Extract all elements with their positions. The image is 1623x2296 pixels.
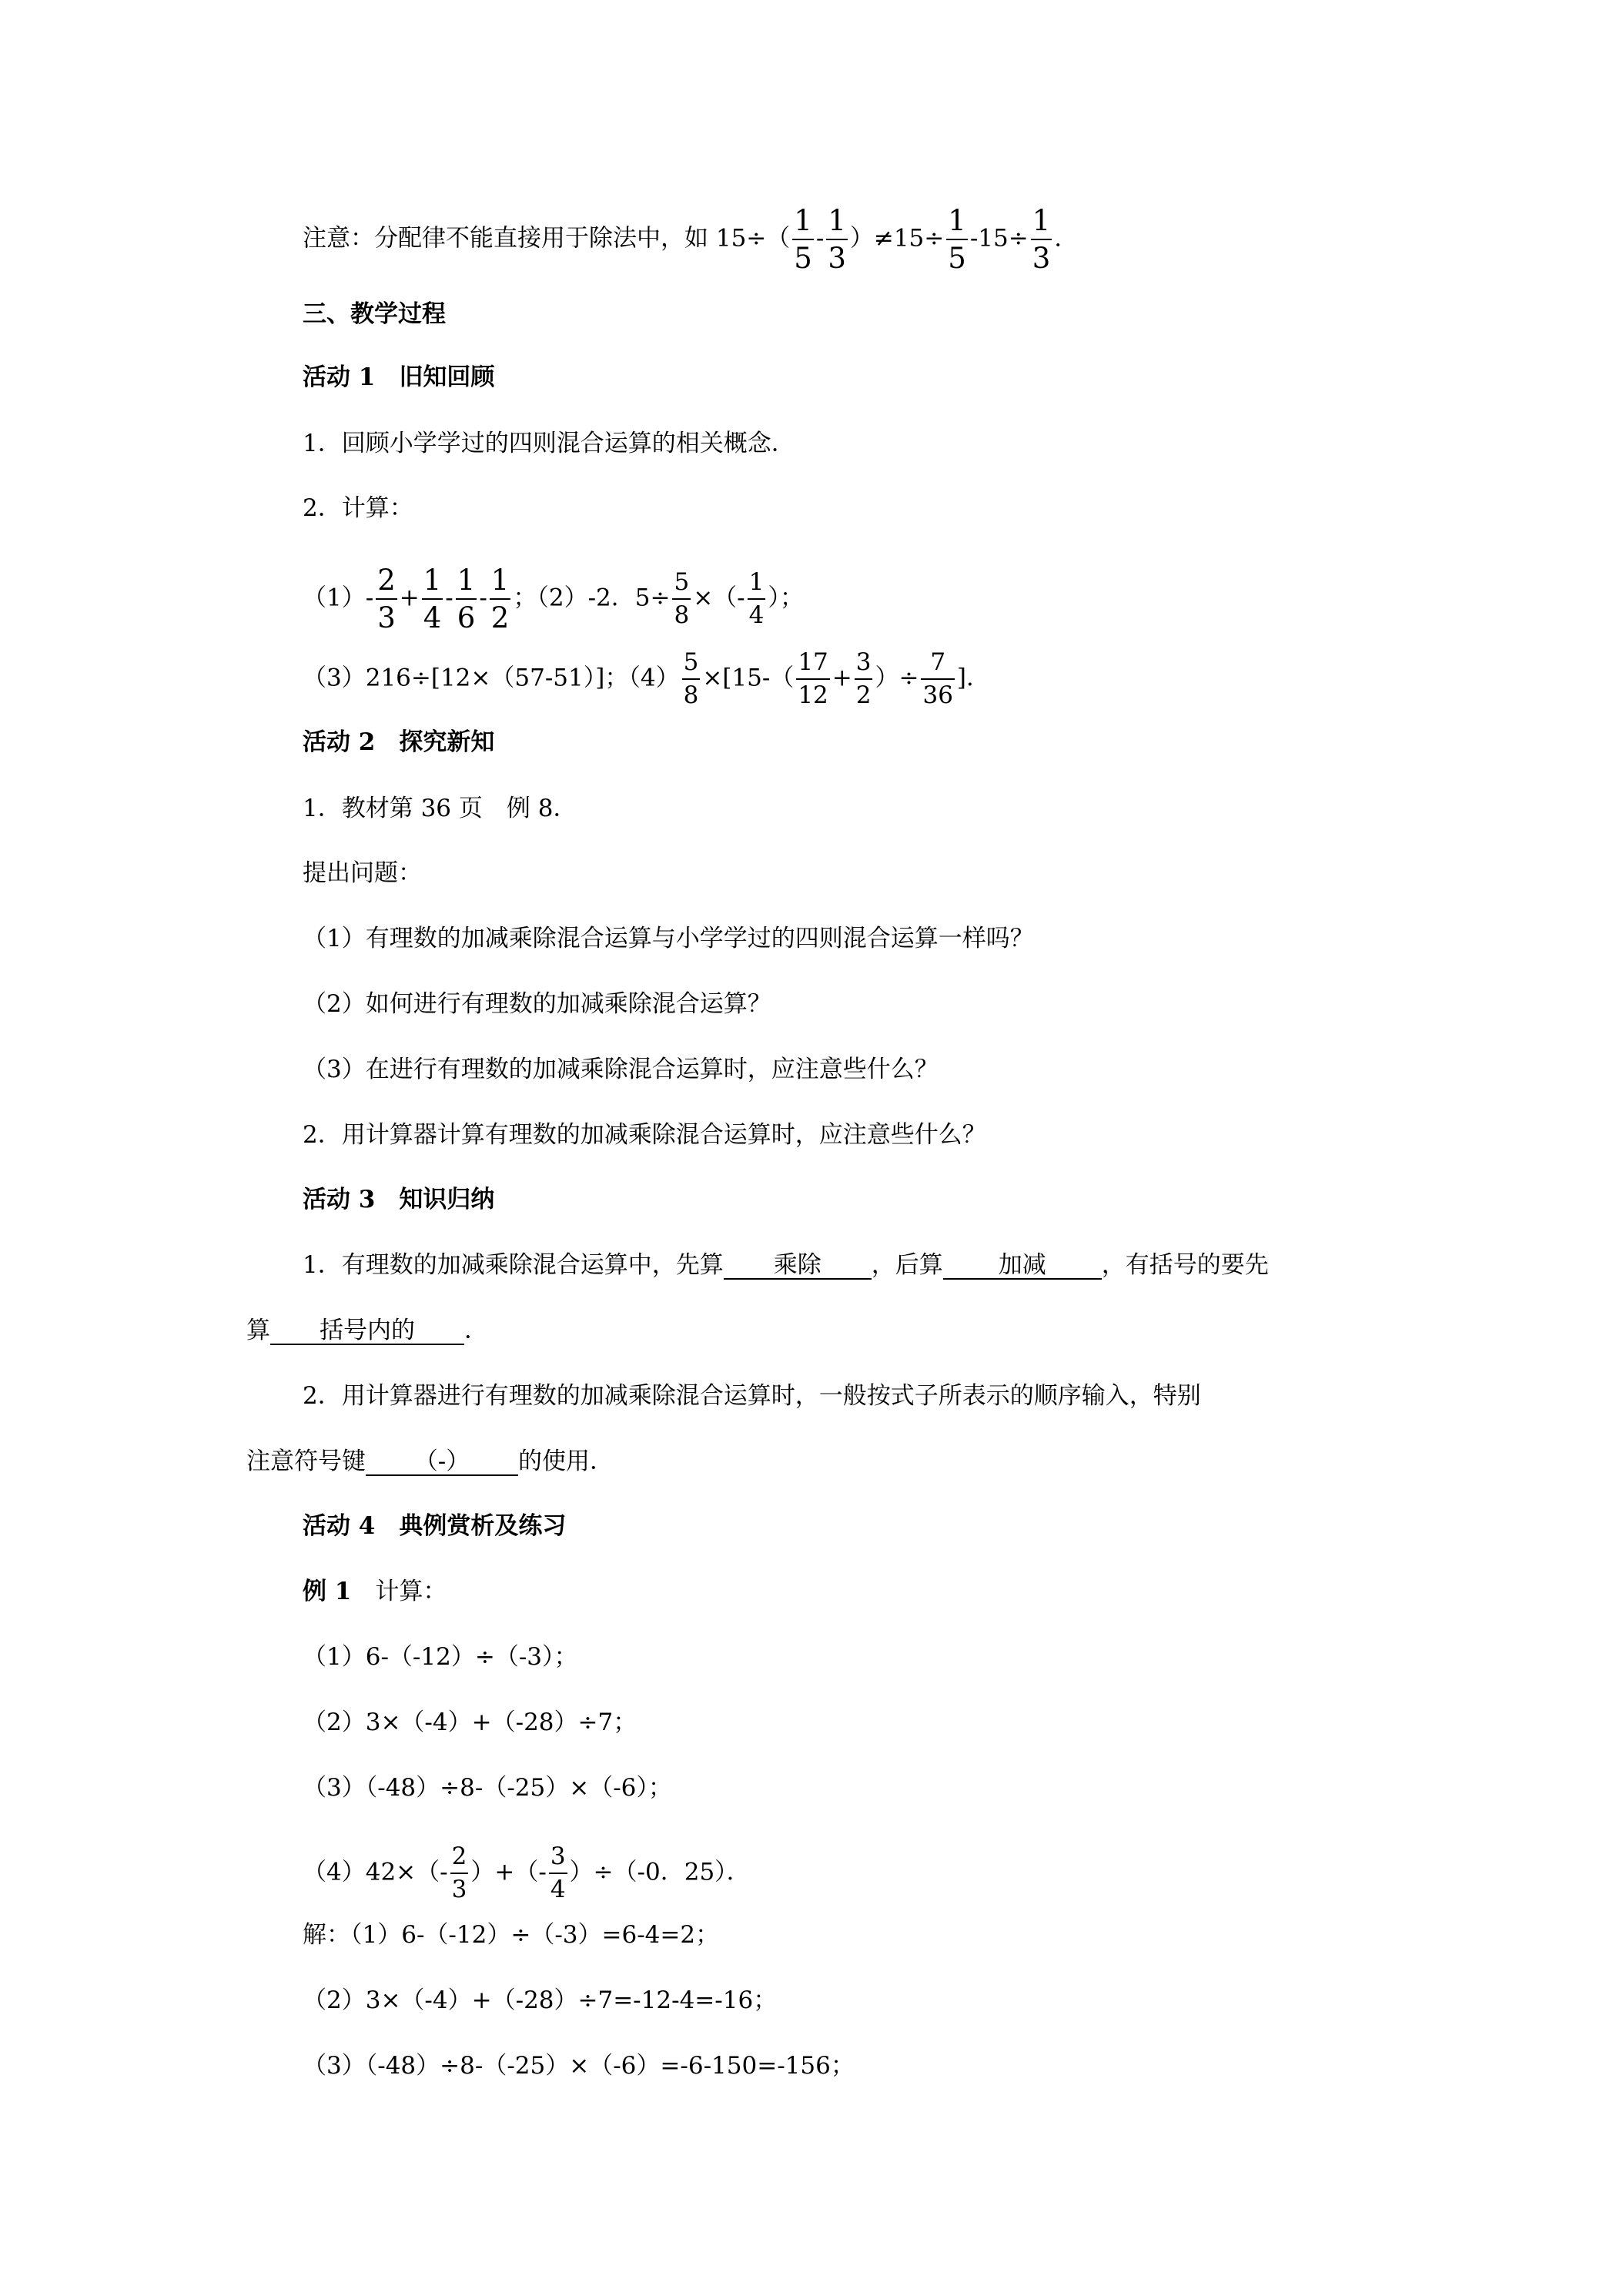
- fraction: $\frac{17}{12}$: [798, 648, 828, 709]
- solution-3: （3）（-48）÷8-（-25）×（-6）=-6-150=-156；: [303, 2052, 855, 2080]
- activity-2-title: 活动 2 探究新知: [303, 728, 495, 756]
- fraction: $\frac{5}{8}$: [674, 568, 690, 629]
- fraction: $\frac{1}{6}$: [457, 564, 476, 634]
- note-line: 注意：分配律不能直接用于除法中，如 15÷（ $\frac{1}{5}$ - $\frac{1}{3}$ ）≠15÷ $\frac{1}{5}$ -15÷ $\frac{1}{3}$ .: [303, 204, 1062, 275]
- exercise-1: （1）6-（-12）÷（-3）；: [303, 1643, 578, 1671]
- activity-4-title: 活动 4 典例赏析及练习: [303, 1512, 567, 1540]
- answer-blank: （-）: [366, 1449, 518, 1476]
- fraction: $\frac{3}{4}$: [550, 1842, 566, 1903]
- fraction: $\frac{1}{4}$: [748, 568, 765, 629]
- questions-title: 提出问题：: [303, 859, 422, 887]
- fraction: $\frac{2}{3}$: [451, 1842, 467, 1903]
- summary-2-cont: 注意符号键 （-） 的使用．: [246, 1448, 614, 1475]
- section-heading: 三、教学过程: [303, 300, 446, 328]
- fraction: $\frac{1}{3}$: [1032, 204, 1051, 275]
- fraction: $\frac{1}{5}$: [948, 204, 966, 275]
- fraction: $\frac{1}{4}$: [423, 564, 442, 634]
- fraction: $\frac{5}{8}$: [683, 648, 699, 709]
- summary-2: 2．用计算器进行有理数的加减乘除混合运算时，一般按式子所表示的顺序输入，特别: [303, 1382, 1201, 1410]
- fraction: $\frac{3}{2}$: [855, 648, 872, 709]
- question-1: （1）有理数的加减乘除混合运算与小学学过的四则混合运算一样吗？: [303, 925, 1034, 952]
- activity-2-item-2: 2．用计算器计算有理数的加减乘除混合运算时，应注意些什么？: [303, 1121, 986, 1149]
- question-2: （2）如何进行有理数的加减乘除混合运算？: [303, 990, 771, 1018]
- activity-1-item-2: 2．计算：: [303, 494, 413, 522]
- activity-3-title: 活动 3 知识归纳: [303, 1186, 495, 1213]
- fraction: $\frac{2}{3}$: [377, 564, 396, 634]
- example-1-heading: 例 1 计算：: [303, 1578, 447, 1605]
- fraction: $\frac{1}{2}$: [490, 564, 510, 634]
- fraction: $\frac{1}{3}$: [828, 204, 846, 275]
- exercise-3: （3）（-48）÷8-（-25）×（-6）；: [303, 1774, 672, 1802]
- answer-blank: 乘除: [724, 1253, 872, 1280]
- note-prefix: 注意：分配律不能直接用于除法中，如 15÷（: [303, 224, 791, 253]
- activity-2-item-1: 1．教材第 36 页 例 8．: [303, 795, 577, 822]
- exercise-4: （4）42×（- $\frac{2}{3}$ ）+（- $\frac{3}{4}$ ）÷（-0．25）．: [303, 1842, 751, 1903]
- answer-blank: 加减: [943, 1253, 1102, 1280]
- fraction: $\frac{7}{36}$: [922, 648, 953, 709]
- summary-1: 1．有理数的加减乘除混合运算中，先算 乘除 ，后算 加减 ，有括号的要先: [303, 1251, 1269, 1279]
- equation-line-1: （1）- $\frac{2}{3}$ + $\frac{1}{4}$ - $\frac{1}{6}$ - $\frac{1}{2}$ ；（2）-2．5÷ $\frac{5}{8}$ ×（- $\frac{1}{4}$ ）；: [303, 564, 804, 634]
- summary-1-cont: 算 括号内的 ．: [246, 1317, 488, 1344]
- activity-1-title: 活动 1 旧知回顾: [303, 363, 495, 391]
- equation-line-2: （3）216÷[12×（57-51）]；（4） $\frac{5}{8}$ ×[15-（ $\frac{17}{12}$ + $\frac{3}{2}$ ）÷ $\frac{7}{36}$ ]．: [303, 648, 991, 709]
- activity-1-item-1: 1．回顾小学学过的四则混合运算的相关概念．: [303, 430, 795, 457]
- solution-1: 解：（1）6-（-12）÷（-3）=6-4=2；: [303, 1921, 720, 1949]
- exercise-2: （2）3×（-4）+（-28）÷7；: [303, 1709, 637, 1736]
- fraction: $\frac{1}{5}$: [794, 204, 812, 275]
- solution-2: （2）3×（-4）+（-28）÷7=-12-4=-16；: [303, 1986, 778, 2014]
- question-3: （3）在进行有理数的加减乘除混合运算时，应注意些什么？: [303, 1056, 939, 1083]
- answer-blank: 括号内的: [270, 1318, 464, 1345]
